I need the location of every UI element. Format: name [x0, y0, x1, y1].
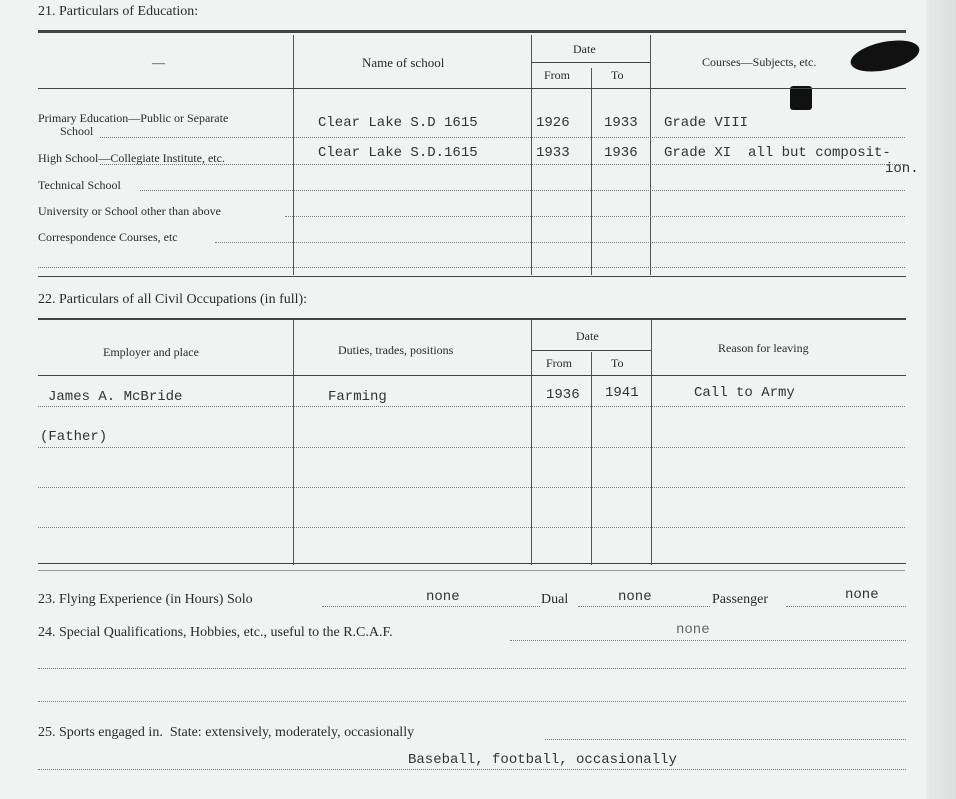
- col-duties: Duties, trades, positions: [338, 343, 454, 357]
- row-label: Correspondence Courses, etc: [38, 230, 178, 244]
- from: 1936: [546, 387, 580, 403]
- dotted-line: [38, 267, 905, 268]
- col-dash: —: [152, 55, 165, 70]
- divider: [38, 570, 905, 571]
- row-label: Technical School: [38, 178, 121, 192]
- to-high: 1936: [604, 145, 638, 161]
- flying-dual: none: [618, 589, 652, 605]
- divider: [38, 318, 906, 320]
- sports-label: 25. Sports engaged in. State: extensively, moderately, occasionally: [38, 725, 415, 740]
- col-date: Date: [576, 329, 599, 343]
- from-primary: 1926: [536, 115, 570, 131]
- divider: [38, 30, 906, 33]
- dotted-line: [38, 406, 905, 407]
- dotted-line: [38, 701, 906, 702]
- dotted-line: [578, 606, 710, 607]
- dotted-line: [38, 487, 905, 488]
- ink-blot: [848, 35, 922, 77]
- col-line: [293, 35, 294, 275]
- col-line: [531, 35, 532, 275]
- occupations-heading: 22. Particulars of all Civil Occupations (in full):: [38, 292, 308, 307]
- reason: Call to Army: [694, 385, 795, 401]
- dotted-line: [38, 527, 905, 528]
- col-line: [591, 352, 592, 565]
- col-from: From: [546, 356, 573, 370]
- dotted-line: [100, 137, 905, 138]
- dotted-line: [140, 190, 905, 191]
- col-line: [650, 35, 651, 275]
- duties: Farming: [328, 389, 387, 405]
- col-line: [531, 320, 532, 565]
- dual-label: Dual: [541, 592, 569, 607]
- courses-high-cont: ion.: [885, 161, 919, 177]
- paper-edge: [926, 0, 956, 799]
- row-label: School: [60, 124, 94, 138]
- courses-high: Grade XI all but composit-: [664, 145, 891, 161]
- col-employer: Employer and place: [103, 345, 199, 359]
- dotted-line: [285, 216, 905, 217]
- employer-note: (Father): [40, 429, 108, 445]
- dotted-line: [545, 739, 906, 740]
- col-reason: Reason for leaving: [718, 341, 809, 355]
- divider: [531, 62, 650, 63]
- qualifications-value: none: [676, 622, 710, 638]
- col-to: To: [611, 68, 624, 82]
- passenger-label: Passenger: [712, 592, 768, 607]
- divider: [38, 276, 906, 277]
- divider: [38, 88, 906, 89]
- qualifications-label: 24. Special Qualifications, Hobbies, etc., useful to the R.C.A.F.: [38, 625, 393, 640]
- education-heading: 21. Particulars of Education:: [38, 4, 199, 19]
- col-line: [651, 320, 652, 565]
- to-primary: 1933: [604, 115, 638, 131]
- divider: [531, 350, 651, 351]
- flying-label: 23. Flying Experience (in Hours) Solo: [38, 592, 253, 607]
- row-label: High School—Collegiate Institute, etc.: [38, 151, 225, 165]
- col-date: Date: [573, 42, 596, 56]
- col-line: [293, 320, 294, 565]
- divider: [38, 375, 906, 376]
- to: 1941: [605, 385, 639, 401]
- school-high: Clear Lake S.D.1615: [318, 145, 478, 161]
- col-courses: Courses—Subjects, etc.: [702, 55, 817, 69]
- sports-value: Baseball, football, occasionally: [408, 752, 677, 768]
- col-to: To: [611, 356, 624, 370]
- ink-mark: [790, 86, 812, 110]
- dotted-line: [322, 606, 540, 607]
- dotted-line: [38, 769, 906, 770]
- col-line: [591, 68, 592, 275]
- flying-solo: none: [426, 589, 460, 605]
- dotted-line: [510, 640, 906, 641]
- dotted-line: [100, 164, 905, 165]
- row-label: Primary Education—Public or Separate: [38, 111, 229, 125]
- courses-primary: Grade VIII: [664, 115, 749, 131]
- from-high: 1933: [536, 145, 570, 161]
- row-label: University or School other than above: [38, 204, 221, 218]
- employer: James A. McBride: [48, 389, 183, 405]
- divider: [38, 563, 906, 564]
- col-from: From: [544, 68, 571, 82]
- dotted-line: [38, 668, 906, 669]
- dotted-line: [38, 447, 905, 448]
- dotted-line: [215, 242, 905, 243]
- school-primary: Clear Lake S.D 1615: [318, 115, 478, 131]
- col-school: Name of school: [362, 55, 445, 70]
- flying-passenger: none: [845, 587, 879, 603]
- dotted-line: [786, 606, 906, 607]
